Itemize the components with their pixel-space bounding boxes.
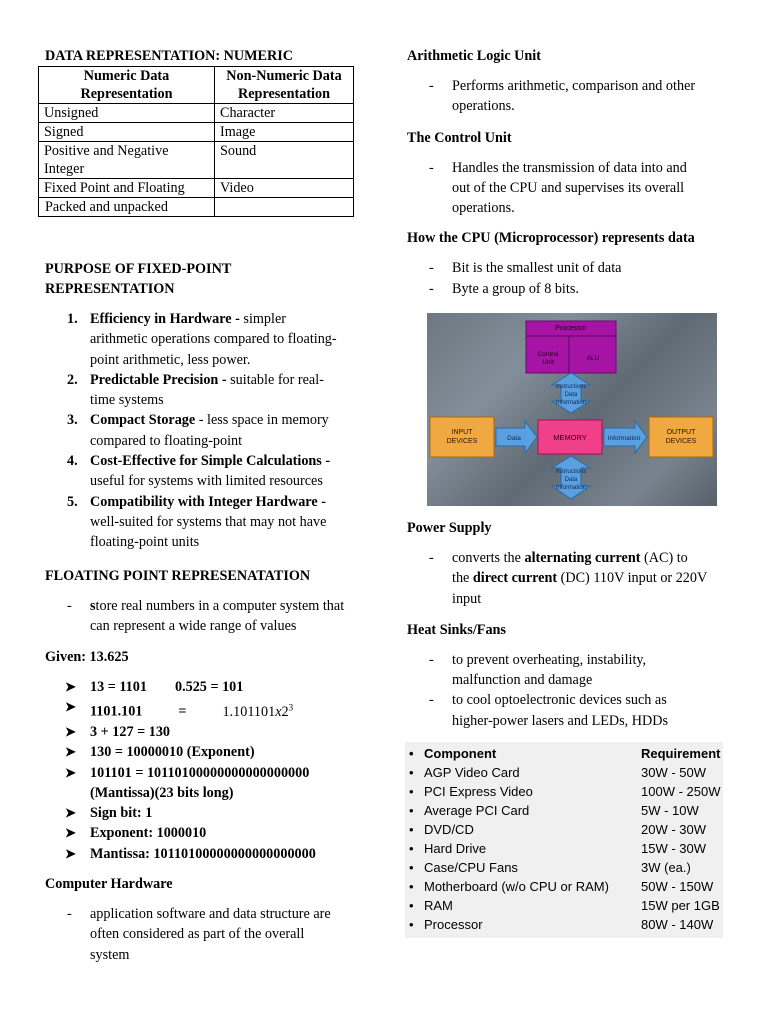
list-item — [45, 677, 375, 697]
list-item — [45, 410, 365, 451]
dash-bullet: - — [67, 598, 72, 614]
bullet: • — [409, 898, 414, 913]
item-bold: Cost-Effective for Simple Calculations - — [90, 453, 331, 470]
list-item — [407, 650, 737, 691]
dash-bullet: - — [429, 78, 434, 94]
item-bold: Efficiency in Hardware - — [90, 311, 244, 327]
section-title-data-representation: DATA REPRESENTATION: NUMERIC — [45, 48, 294, 64]
ps-text: input — [452, 590, 482, 607]
requirement-header: Requirement — [641, 746, 721, 761]
item-bold: Compatibility with Integer Hardware - — [90, 493, 326, 510]
arrow-bullet-icon: ➤ — [65, 723, 76, 739]
component-cell: Case/CPU Fans — [424, 860, 518, 875]
given-value: Given: 13.625 — [45, 648, 129, 665]
bullet: • — [409, 822, 414, 837]
numeric-data-table — [38, 66, 354, 217]
data-label: Data — [507, 435, 521, 442]
ps-bold: direct current — [472, 570, 558, 587]
float-desc-line-1: tore real numbers in a computer system that — [95, 598, 345, 614]
dash-bullet: - — [429, 159, 434, 176]
list-item — [407, 76, 737, 117]
hs-line: to prevent overheating, instability, — [452, 651, 647, 668]
item-bold: Compact Storage — [90, 412, 196, 429]
step-formula: $1.101101x2^3$ — [222, 701, 294, 720]
alu-line: operations. — [452, 98, 515, 115]
input-devices-box — [430, 417, 494, 457]
table-cell: Positive and Negative Integer — [39, 142, 215, 179]
table-row — [39, 198, 354, 217]
hs-line: to cool optoelectronic devices such as — [452, 692, 667, 709]
requirement-cell: 100W - 250W — [641, 784, 721, 799]
instr-bottom-label: Data — [564, 477, 578, 483]
processor-label: Processor — [555, 325, 587, 332]
list-item — [45, 309, 365, 370]
step-text: 0.525 = 101 — [174, 678, 244, 695]
cu-title: The Control Unit — [407, 129, 512, 146]
list-item — [45, 492, 365, 553]
table-cell: Unsigned — [39, 104, 215, 123]
component-cell: Average PCI Card — [424, 803, 530, 818]
cu-line: Handles the transmission of data into and — [452, 159, 687, 176]
bullet: • — [409, 803, 414, 818]
dash-bullet: - — [429, 692, 434, 709]
item-text: suitable for real- — [230, 371, 324, 388]
alu-line: Performs arithmetic, comparison and other — [452, 78, 696, 94]
list-item — [45, 823, 375, 843]
table-cell — [215, 198, 354, 217]
list-item — [407, 548, 737, 609]
arrow-bullet-icon: ➤ — [65, 805, 76, 821]
ps-text: (AC) to — [640, 550, 688, 566]
table-cell: Signed — [39, 123, 215, 142]
list-item — [45, 763, 375, 804]
float-desc-initial: s — [90, 598, 96, 614]
table-header-row — [405, 744, 723, 763]
cu-line: operations. — [452, 200, 515, 217]
purpose-section — [45, 259, 365, 553]
item-text: well-suited for systems that may not have — [90, 513, 327, 530]
list-number: 1. — [67, 311, 78, 327]
step-text: Exponent: 1000010 — [90, 825, 207, 842]
list-item — [45, 742, 375, 762]
step-text: 13 = 1101 — [90, 678, 147, 695]
list-item — [45, 844, 375, 864]
arrow-bullet-icon: ➤ — [65, 845, 76, 861]
instr-top-label: Data — [564, 392, 578, 398]
item-text: simpler — [243, 311, 286, 327]
right-column-bottom — [407, 518, 737, 731]
list-item — [45, 904, 375, 965]
cpu-diagram-svg — [427, 313, 717, 506]
requirement-cell: 30W - 50W — [641, 765, 707, 780]
item-text: - less space in memory — [195, 412, 329, 429]
item-text: compared to floating-point — [90, 432, 243, 449]
step-text: 101101 = 10110100000000000000000 — [90, 764, 310, 781]
table-header-row — [39, 67, 354, 104]
component-cell: Processor — [424, 917, 483, 932]
table-row — [405, 801, 723, 820]
table-row — [39, 179, 354, 198]
arrow-bullet-icon: ➤ — [65, 744, 76, 760]
output-devices-label: OUTPUT — [666, 429, 696, 436]
list-item — [407, 690, 737, 731]
table-cell: Character — [215, 104, 354, 123]
instr-top-label: Instructions — [555, 384, 587, 390]
list-number: 3. — [67, 412, 78, 429]
ps-bold: alternating current — [524, 550, 641, 566]
information-label: Information — [607, 435, 641, 442]
bullet: • — [409, 784, 414, 799]
hw-line: system — [90, 946, 130, 963]
dash-bullet: - — [67, 906, 72, 922]
item-text: floating-point units — [90, 534, 200, 551]
input-devices-label: DEVICES — [446, 438, 478, 445]
table-cell: Image — [215, 123, 354, 142]
dash-bullet: - — [429, 280, 434, 297]
list-item — [407, 258, 737, 278]
ps-text: the — [452, 570, 473, 587]
arrow-bullet-icon: ➤ — [65, 764, 76, 780]
step-text: Mantissa: 10110100000000000000000 — [90, 845, 316, 862]
table-row — [405, 763, 723, 782]
step-text: 1101.101 — [90, 703, 143, 720]
component-cell: RAM — [424, 898, 453, 913]
arrow-bullet-icon: ➤ — [65, 678, 76, 694]
step-equals: = — [178, 703, 187, 720]
table-cell: Sound — [215, 142, 354, 179]
hw-line: application software and data structure are — [90, 906, 331, 922]
output-devices-label: DEVICES — [665, 438, 697, 445]
input-devices-label: INPUT — [451, 429, 473, 436]
requirement-cell: 3W (ea.) — [641, 860, 691, 875]
item-text: arithmetic operations compared to floating- — [90, 331, 337, 348]
instr-top-label: Information — [555, 400, 587, 406]
power-supply-title: Power Supply — [407, 520, 492, 536]
bullet: • — [409, 917, 414, 932]
float-desc-line-2: can represent a wide range of values — [90, 618, 297, 635]
table-cell: Video — [215, 179, 354, 198]
purpose-title-line-1: PURPOSE OF FIXED-POINT — [45, 261, 232, 277]
list-number: 2. — [67, 371, 78, 388]
bullet: • — [409, 860, 414, 875]
table-header-numeric: Numeric Data Representation — [39, 67, 215, 104]
instr-bottom-label: Information — [555, 485, 587, 491]
alu-title: Arithmetic Logic Unit — [407, 48, 541, 64]
item-text: useful for systems with limited resources — [90, 473, 323, 490]
step-text: 3 + 127 = 130 — [90, 723, 171, 740]
control-unit-label: Control — [537, 351, 559, 358]
table-row — [39, 123, 354, 142]
table-header-non-numeric: Non-Numeric Data Representation — [215, 67, 354, 104]
list-item — [45, 697, 375, 722]
requirement-cell: 20W - 30W — [641, 822, 707, 837]
step-text: 130 = 10000010 (Exponent) — [90, 744, 255, 761]
floating-point-section — [45, 566, 375, 965]
table-row — [39, 142, 354, 179]
component-header: Component — [424, 746, 497, 761]
float-title: FLOATING POINT REPRESENATATION — [45, 568, 311, 584]
power-requirements-table — [405, 742, 723, 938]
arrow-bullet-icon: ➤ — [65, 698, 76, 714]
purpose-title-line-2: REPRESENTATION — [45, 281, 175, 297]
table-row — [405, 915, 723, 934]
cpu-title: How the CPU (Microprocessor) represents data — [407, 230, 695, 247]
list-item — [45, 370, 365, 411]
requirement-cell: 15W - 30W — [641, 841, 707, 856]
list-number: 4. — [67, 453, 78, 470]
table-cell: Fixed Point and Floating — [39, 179, 215, 198]
control-unit-label: Unit — [542, 359, 554, 366]
heat-sinks-title: Heat Sinks/Fans — [407, 621, 506, 638]
table-row — [405, 858, 723, 877]
step-text: (Mantissa)(23 bits long) — [90, 784, 234, 801]
list-item — [407, 158, 737, 219]
ps-text: (DC) 110V input or 220V — [557, 570, 708, 587]
hs-line: higher-power lasers and LEDs, HDDs — [452, 712, 669, 729]
table-row — [405, 820, 723, 839]
right-column-top — [407, 46, 737, 299]
bullet: • — [409, 765, 414, 780]
table-row — [405, 782, 723, 801]
item-text: time systems — [90, 392, 164, 409]
arrow-bullet-icon: ➤ — [65, 825, 76, 841]
list-item — [45, 596, 375, 637]
bullet: • — [409, 746, 414, 761]
cpu-item: Bit is the smallest unit of data — [452, 260, 622, 277]
memory-label: MEMORY — [553, 433, 587, 442]
cu-line: out of the CPU and supervises its overall — [452, 179, 685, 196]
requirement-cell: 50W - 150W — [641, 879, 714, 894]
step-text: Sign bit: 1 — [90, 805, 153, 822]
cpu-item: Byte a group of 8 bits. — [452, 280, 579, 297]
cpu-diagram — [427, 313, 717, 506]
component-cell: DVD/CD — [424, 822, 474, 837]
hw-line: often considered as part of the overall — [90, 926, 305, 943]
table-row — [405, 896, 723, 915]
alu-label: ALU — [586, 355, 600, 362]
instr-bottom-label: Instructions — [555, 469, 587, 475]
table-row — [405, 839, 723, 858]
item-bold: Predictable Precision - — [90, 371, 231, 388]
dash-bullet: - — [429, 651, 434, 668]
requirement-cell: 5W - 10W — [641, 803, 699, 818]
ps-text: converts the — [452, 550, 525, 566]
component-cell: Hard Drive — [424, 841, 487, 856]
component-cell: PCI Express Video — [424, 784, 533, 799]
list-item — [407, 279, 737, 299]
list-number: 5. — [67, 493, 78, 510]
hs-line: malfunction and damage — [452, 672, 593, 689]
bullet: • — [409, 879, 414, 894]
list-item — [45, 722, 375, 742]
requirement-cell: 80W - 140W — [641, 917, 714, 932]
dash-bullet: - — [429, 260, 434, 277]
requirement-cell: 15W per 1GB — [641, 898, 720, 913]
item-text: point arithmetic, less power. — [90, 351, 251, 368]
table-row — [405, 877, 723, 896]
table-cell: Packed and unpacked — [39, 198, 215, 217]
hardware-title: Computer Hardware — [45, 876, 173, 892]
component-cell: AGP Video Card — [424, 765, 520, 780]
output-devices-box — [649, 417, 713, 457]
component-cell: Motherboard (w/o CPU or RAM) — [424, 879, 609, 894]
dash-bullet: - — [429, 550, 434, 566]
list-item — [45, 451, 365, 492]
bullet: • — [409, 841, 414, 856]
table-row — [39, 104, 354, 123]
list-item — [45, 803, 375, 823]
